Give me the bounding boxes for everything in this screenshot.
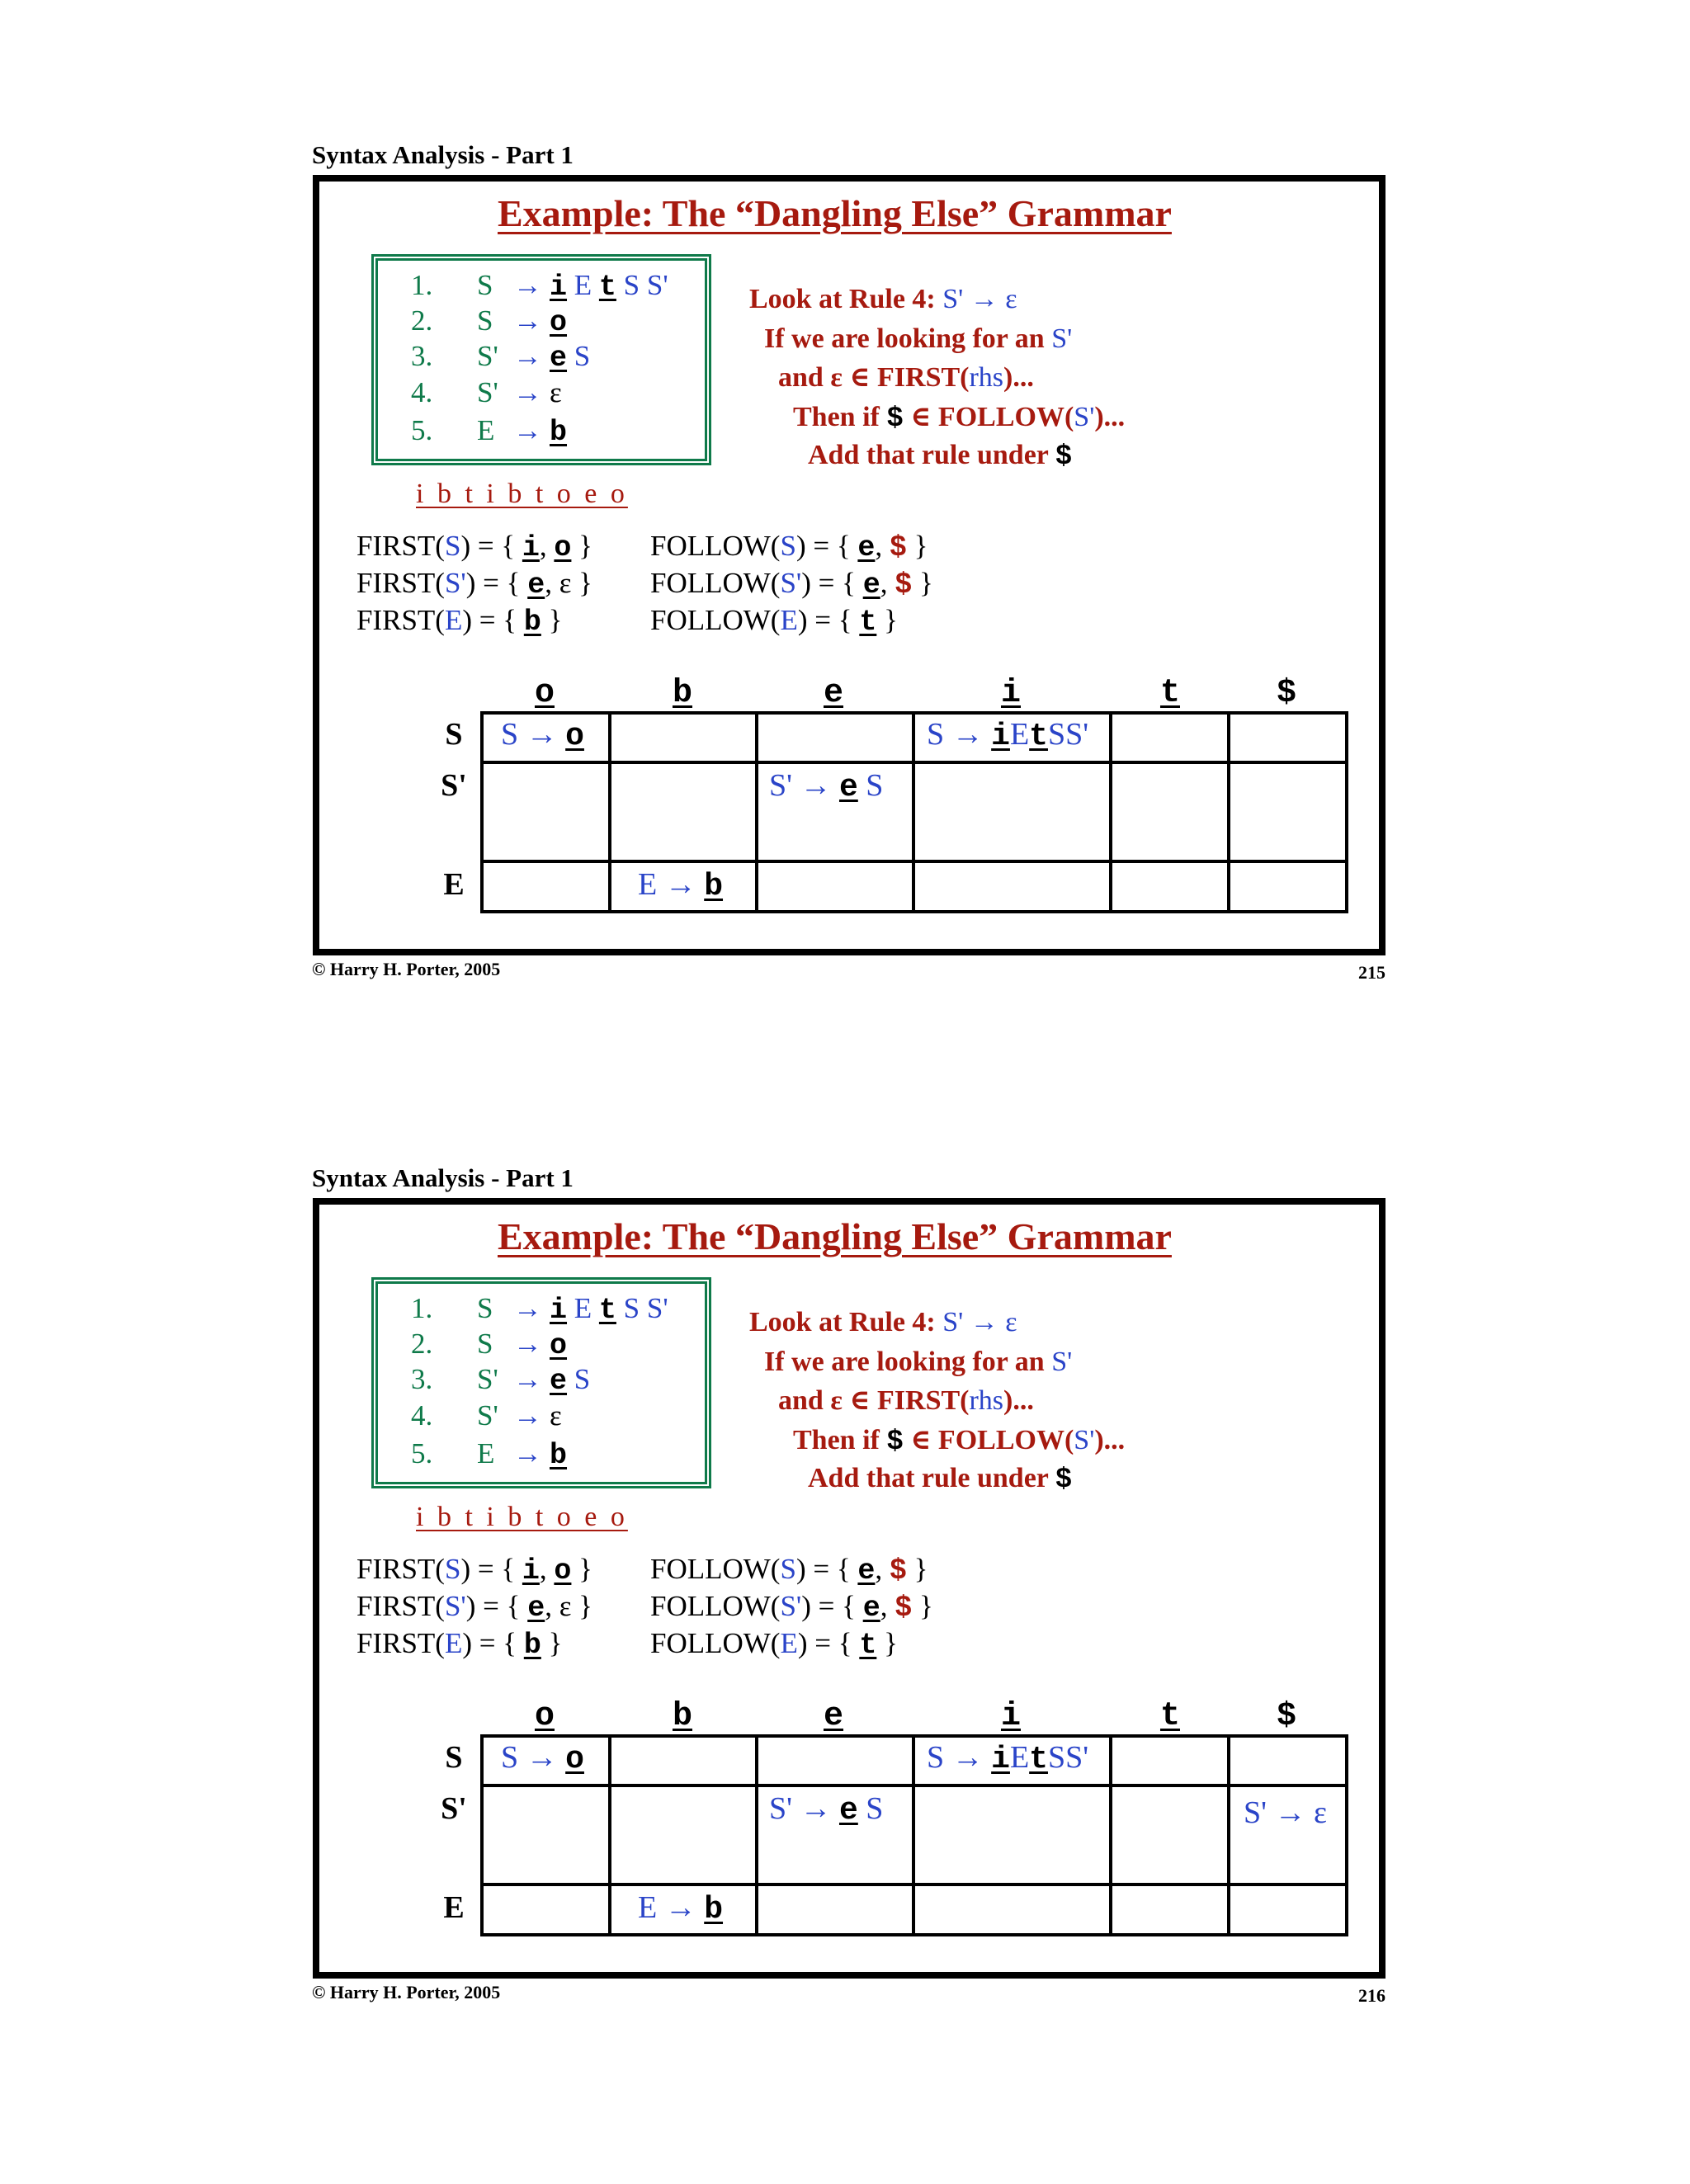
- cell-S-o: S → o: [501, 1740, 584, 1777]
- table-divider: [755, 711, 758, 913]
- footer-page-number: 215: [1358, 962, 1386, 983]
- first-set-S: FIRST(S) = { i, o }: [356, 530, 592, 564]
- note-line-4: Then if $ ∈ FOLLOW(S')...: [793, 402, 1126, 435]
- table-divider: [608, 1734, 611, 1936]
- cell-Sprime-e: S' → e S: [769, 1791, 884, 1828]
- note-line-2: If we are looking for an S': [764, 1347, 1073, 1377]
- cell-S-i: S → iEtSS': [927, 717, 1089, 754]
- table-col-e: e: [823, 675, 843, 712]
- table-row-Sprime: S': [441, 1791, 467, 1826]
- note-line-1: Look at Rule 4: S' → ε: [749, 284, 1017, 314]
- note-line-1: Look at Rule 4: S' → ε: [749, 1307, 1017, 1337]
- table-divider: [480, 1784, 1348, 1787]
- input-string: i b t i b t o e o: [416, 479, 628, 509]
- note-line-3: and ε ∈ FIRST(rhs)...: [778, 1385, 1034, 1416]
- follow-set-Sprime: FOLLOW(S') = { e, $ }: [650, 567, 933, 601]
- table-col-dollar: $: [1276, 675, 1296, 712]
- table-divider: [480, 761, 1348, 764]
- follow-set-S: FOLLOW(S) = { e, $ }: [650, 1553, 928, 1587]
- table-col-o: o: [534, 1698, 555, 1735]
- table-row-S: S: [445, 1740, 463, 1775]
- table-divider: [480, 1883, 1348, 1886]
- table-divider: [480, 860, 1348, 863]
- footer-copyright: © Harry H. Porter, 2005: [312, 959, 501, 979]
- table-row-S: S: [445, 717, 463, 752]
- table-row-E: E: [443, 867, 465, 902]
- follow-set-Sprime: FOLLOW(S') = { e, $ }: [650, 1590, 933, 1625]
- follow-set-S: FOLLOW(S) = { e, $ }: [650, 530, 928, 564]
- table-col-b: b: [672, 675, 692, 712]
- cell-S-i: S → iEtSS': [927, 1740, 1089, 1777]
- table-col-e: e: [823, 1698, 843, 1735]
- table-row-Sprime: S': [441, 768, 467, 803]
- note-line-3: and ε ∈ FIRST(rhs)...: [778, 362, 1034, 393]
- cell-S-o: S → o: [501, 717, 584, 754]
- table-divider: [912, 711, 915, 913]
- slide-title: Example: The “Dangling Else” Grammar: [498, 1215, 1172, 1257]
- table-col-dollar: $: [1276, 1698, 1296, 1735]
- table-col-b: b: [672, 1698, 692, 1735]
- slide-header: Syntax Analysis - Part 1: [312, 1163, 574, 1192]
- table-divider: [608, 711, 611, 913]
- cell-Sprime-dollar: S' → ε: [1244, 1795, 1327, 1830]
- slide-header: Syntax Analysis - Part 1: [312, 140, 574, 169]
- first-set-Sprime: FIRST(S') = { e, ε }: [356, 1590, 592, 1625]
- cell-E-b: E → b: [638, 867, 724, 904]
- table-col-t: t: [1159, 675, 1180, 712]
- table-col-i: i: [1000, 675, 1021, 712]
- table-divider: [1109, 1734, 1112, 1936]
- table-divider: [1227, 711, 1230, 913]
- slide-title: Example: The “Dangling Else” Grammar: [498, 192, 1172, 234]
- follow-set-E: FOLLOW(E) = { t }: [650, 604, 898, 639]
- table-divider: [912, 1734, 915, 1936]
- table-divider: [1109, 711, 1112, 913]
- note-line-4: Then if $ ∈ FOLLOW(S')...: [793, 1425, 1126, 1458]
- follow-set-E: FOLLOW(E) = { t }: [650, 1627, 898, 1662]
- input-string: i b t i b t o e o: [416, 1502, 628, 1532]
- table-col-o: o: [534, 675, 555, 712]
- table-row-E: E: [443, 1890, 465, 1925]
- first-set-Sprime: FIRST(S') = { e, ε }: [356, 567, 592, 601]
- cell-Sprime-e: S' → e S: [769, 768, 884, 805]
- footer-copyright: © Harry H. Porter, 2005: [312, 1982, 501, 2002]
- note-line-5: Add that rule under $: [808, 1463, 1073, 1496]
- first-set-S: FIRST(S) = { i, o }: [356, 1553, 592, 1587]
- cell-E-b: E → b: [638, 1890, 724, 1927]
- slide-216: Syntax Analysis - Part 1 Example: The “Dangling Else” Grammar 1. S → i E t S S' 2. S → o 3. S' → e S 4. S' → ε 5. E → b Look at Rule 4: S' → ε If we are looking for an S' and ε ∈ FIRST(rhs)... Then if $ ∈ FOLLOW(S')... Add that rule under $ i b t i b t o e o FIRST(S) = { i, o } FIRST(S') = { e, ε } FIRST(E) = { b } FOLLOW(S) = { e, $ } FOLLOW(S') = { e, $ } FOLLOW(E) = { t } o b e i t $ S S' E S → o S → iEtSS' S' → e S S' → ε E → b © Harry H. Porter, 2005 216: [312, 1163, 1386, 2006]
- table-divider: [1227, 1734, 1230, 1936]
- first-set-E: FIRST(E) = { b }: [356, 604, 563, 639]
- slide-215: Syntax Analysis - Part 1 Example: The “Dangling Else” Grammar 1. S → i E t S S' 2. S → o 3. S' → e S 4. S' → ε 5. E → b Look at Rule 4: S' → ε If we are looking for an S' and ε ∈ FIRST(rhs)... Then if $ ∈ FOLLOW(S')... Add that rule under $ i b t i b t o e o FIRST(S) = { i, o } FIRST(S') = { e, ε } FIRST(E) = { b } FOLLOW(S) = { e, $ } FOLLOW(S') = { e, $ } FOLLOW(E) = { t } o b e i t $ S S' E S → o S → iEtSS' S' → e S E → b © Harry H. Porter, 2005 215: [312, 140, 1386, 983]
- note-line-2: If we are looking for an S': [764, 323, 1073, 354]
- table-col-t: t: [1159, 1698, 1180, 1735]
- table-divider: [755, 1734, 758, 1936]
- note-line-5: Add that rule under $: [808, 440, 1073, 473]
- footer-page-number: 216: [1358, 1985, 1386, 2006]
- table-col-i: i: [1000, 1698, 1021, 1735]
- first-set-E: FIRST(E) = { b }: [356, 1627, 563, 1662]
